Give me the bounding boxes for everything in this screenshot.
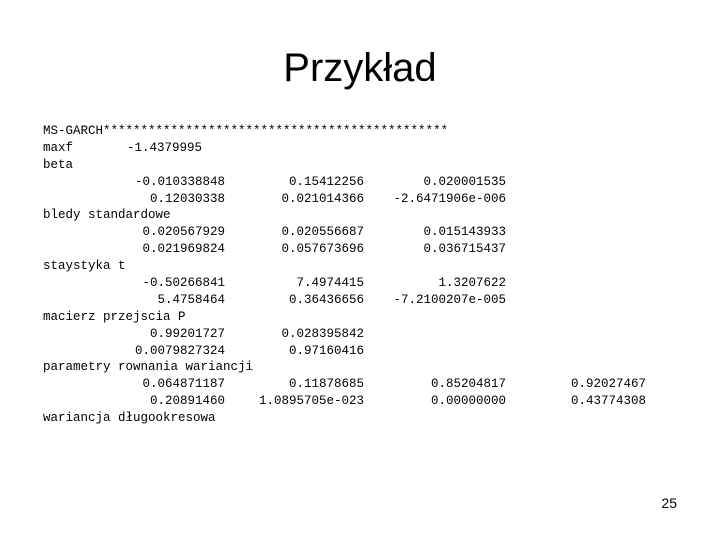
beta-value: 0.12030338 [149, 191, 225, 206]
macierz-value: 0.99201727 [149, 326, 225, 341]
output-header-line [43, 123, 703, 140]
section-label-line [43, 309, 703, 326]
beta-value: 0.021014366 [281, 191, 364, 206]
param-value: 0.85204817 [430, 377, 506, 392]
staty-value: -0.50266841 [142, 276, 225, 291]
section-label-line [43, 207, 703, 224]
param-value: 0.11878685 [288, 377, 364, 392]
staty-value: -7.2100207e-005 [393, 292, 506, 307]
value-row [43, 343, 703, 360]
param-value: 0.00000000 [430, 394, 506, 409]
param-value: 0.43774308 [570, 394, 646, 409]
bledy-value: 0.021969824 [142, 242, 225, 257]
bledy-value: 0.057673696 [281, 242, 364, 257]
bledy-value: 0.036715437 [423, 242, 506, 257]
staty-value: 1.3207622 [438, 276, 506, 291]
bledy-value: 0.020567929 [142, 225, 225, 240]
page-number: 25 [661, 495, 677, 511]
value-row [43, 224, 703, 241]
param-label: parametry rownania wariancji [43, 360, 254, 375]
value-row [43, 376, 703, 393]
staty-value: 0.36436656 [288, 292, 364, 307]
staty-value: 7.4974415 [296, 276, 364, 291]
value-row [43, 275, 703, 292]
macierz-value: 0.97160416 [288, 343, 364, 358]
section-label-line [43, 410, 703, 427]
macierz-label: macierz przejscia P [43, 309, 186, 324]
value-row [43, 241, 703, 258]
value-row [43, 326, 703, 343]
maxf-value: -1.4379995 [127, 140, 203, 155]
param-value: 0.20891460 [149, 394, 225, 409]
beta-value: 0.15412256 [288, 174, 364, 189]
section-label-line [43, 157, 703, 174]
bledy-label: bledy standardowe [43, 208, 171, 223]
macierz-value: 0.0079827324 [134, 343, 225, 358]
bledy-value: 0.020556687 [281, 225, 364, 240]
param-value: 0.92027467 [570, 377, 646, 392]
beta-value: -2.6471906e-006 [393, 191, 506, 206]
beta-value: -0.010338848 [134, 174, 225, 189]
staty-value: 5.4758464 [157, 292, 225, 307]
maxf-label: maxf [43, 140, 74, 155]
wariancja-label: wariancja długookresowa [43, 411, 216, 426]
value-row [43, 393, 703, 410]
bledy-value: 0.015143933 [423, 225, 506, 240]
param-value: 0.064871187 [142, 377, 225, 392]
beta-label: beta [43, 157, 74, 172]
param-value: 1.0895705e-023 [258, 394, 364, 409]
value-row [43, 292, 703, 309]
output-header: MS-GARCH********************************************** [43, 124, 449, 138]
macierz-value: 0.028395842 [281, 326, 364, 341]
beta-value: 0.020001535 [423, 174, 506, 189]
staty-label: staystyka t [43, 259, 126, 274]
estimation-output [43, 123, 703, 427]
value-row [43, 191, 703, 208]
slide-title: Przykład [283, 46, 437, 90]
section-label-line [43, 359, 703, 376]
section-label-line [43, 258, 703, 275]
maxf-line [43, 140, 703, 157]
value-row [43, 174, 703, 191]
